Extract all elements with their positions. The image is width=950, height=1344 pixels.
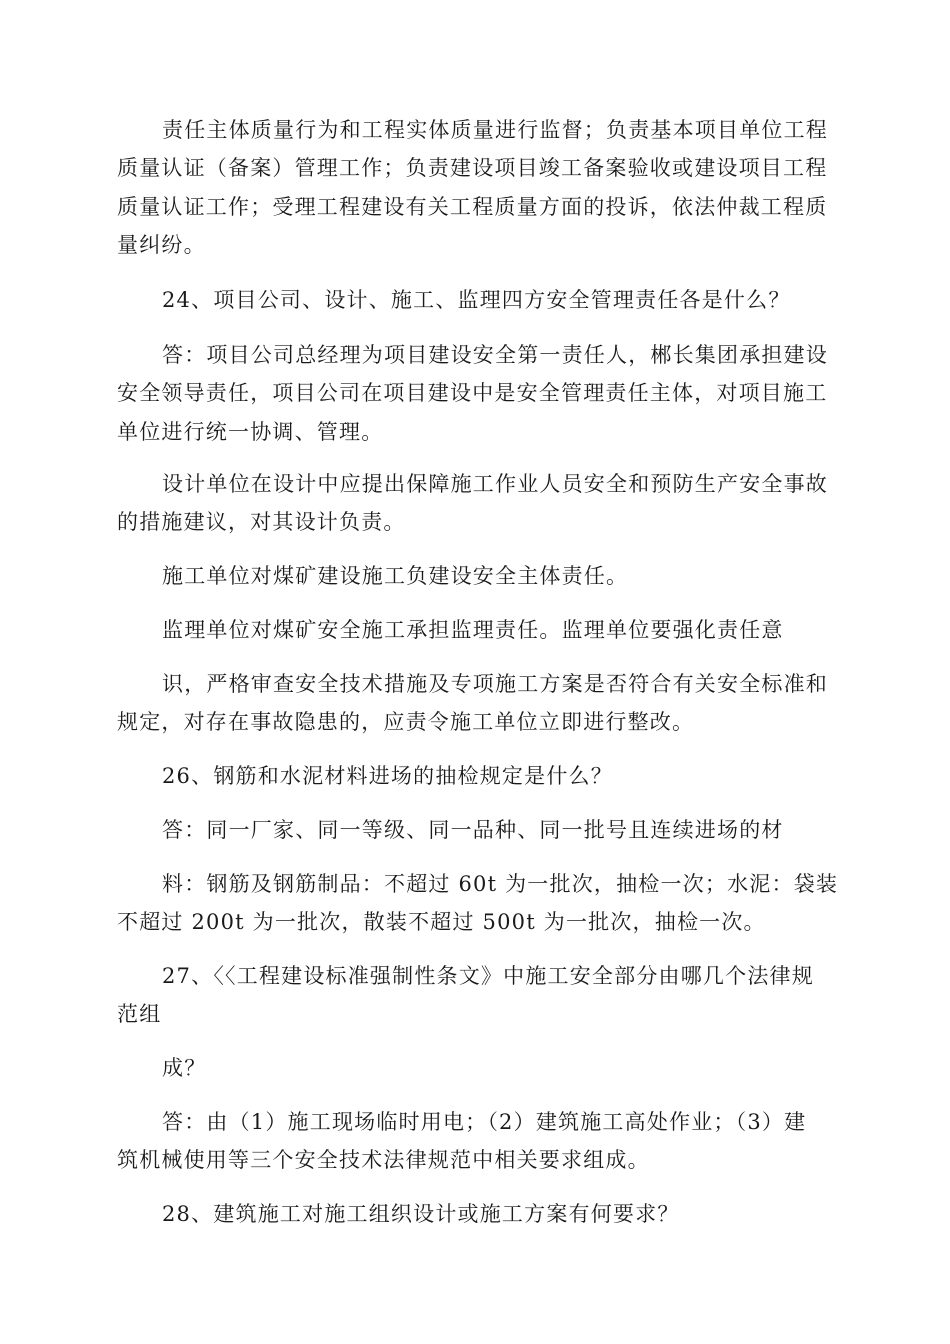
design-unit-line-1: 设计单位在设计中应提出保障施工作业人员安全和预防生产安全事故 xyxy=(162,472,828,496)
body-line-1: 责任主体质量行为和工程实体质量进行监督；负责基本项目单位工程 xyxy=(162,118,828,142)
question-26: 26、钢筋和水泥材料进场的抽检规定是什么？ xyxy=(162,764,613,788)
question-24: 24、项目公司、设计、施工、监理四方安全管理责任各是什么？ xyxy=(162,288,791,312)
answer-26-line-3: 不超过 200t 为一批次，散装不超过 500t 为一批次，抽检一次。 xyxy=(117,910,766,934)
answer-26-line-2: 料：钢筋及钢筋制品：不超过 60t 为一批次，抽检一次；水泥：袋装 xyxy=(162,872,839,896)
question-27-line-2: 范组 xyxy=(117,1002,162,1026)
supervision-unit-line-1: 监理单位对煤矿安全施工承担监理责任。监理单位要强化责任意 xyxy=(162,618,784,642)
answer-24-line-1: 答：项目公司总经理为项目建设安全第一责任人，郴长集团承担建设 xyxy=(162,343,828,367)
answer-27-line-1: 答：由（1）施工现场临时用电；（2）建筑施工高处作业；（3）建 xyxy=(162,1110,807,1134)
question-27-line-1: 27、〈〈工程建设标准强制性条文》中施工安全部分由哪几个法律规 xyxy=(162,964,814,988)
design-unit-line-2: 的措施建议，对其设计负责。 xyxy=(117,510,406,534)
question-27-line-3: 成？ xyxy=(162,1056,207,1080)
answer-24-line-3: 单位进行统一协调、管理。 xyxy=(117,420,384,444)
body-line-3: 质量认证工作；受理工程建设有关工程质量方面的投诉，依法仲裁工程质 xyxy=(117,195,828,219)
answer-24-line-2: 安全领导责任，项目公司在项目建设中是安全管理责任主体，对项目施工 xyxy=(117,381,828,405)
supervision-unit-line-2: 识，严格审查安全技术措施及专项施工方案是否符合有关安全标准和 xyxy=(162,672,828,696)
body-line-2: 质量认证（备案）管理工作；负责建设项目竣工备案验收或建设项目工程 xyxy=(117,156,828,180)
answer-27-line-2: 筑机械使用等三个安全技术法律规范中相关要求组成。 xyxy=(117,1148,650,1172)
question-28: 28、建筑施工对施工组织设计或施工方案有何要求？ xyxy=(162,1202,680,1226)
construction-unit-line: 施工单位对煤矿建设施工负建设安全主体责任。 xyxy=(162,564,629,588)
supervision-unit-line-3: 规定，对存在事故隐患的，应责令施工单位立即进行整改。 xyxy=(117,710,695,734)
answer-26-line-1: 答：同一厂家、同一等级、同一品种、同一批号且连续进场的材 xyxy=(162,818,784,842)
body-line-4: 量纠纷。 xyxy=(117,233,206,257)
